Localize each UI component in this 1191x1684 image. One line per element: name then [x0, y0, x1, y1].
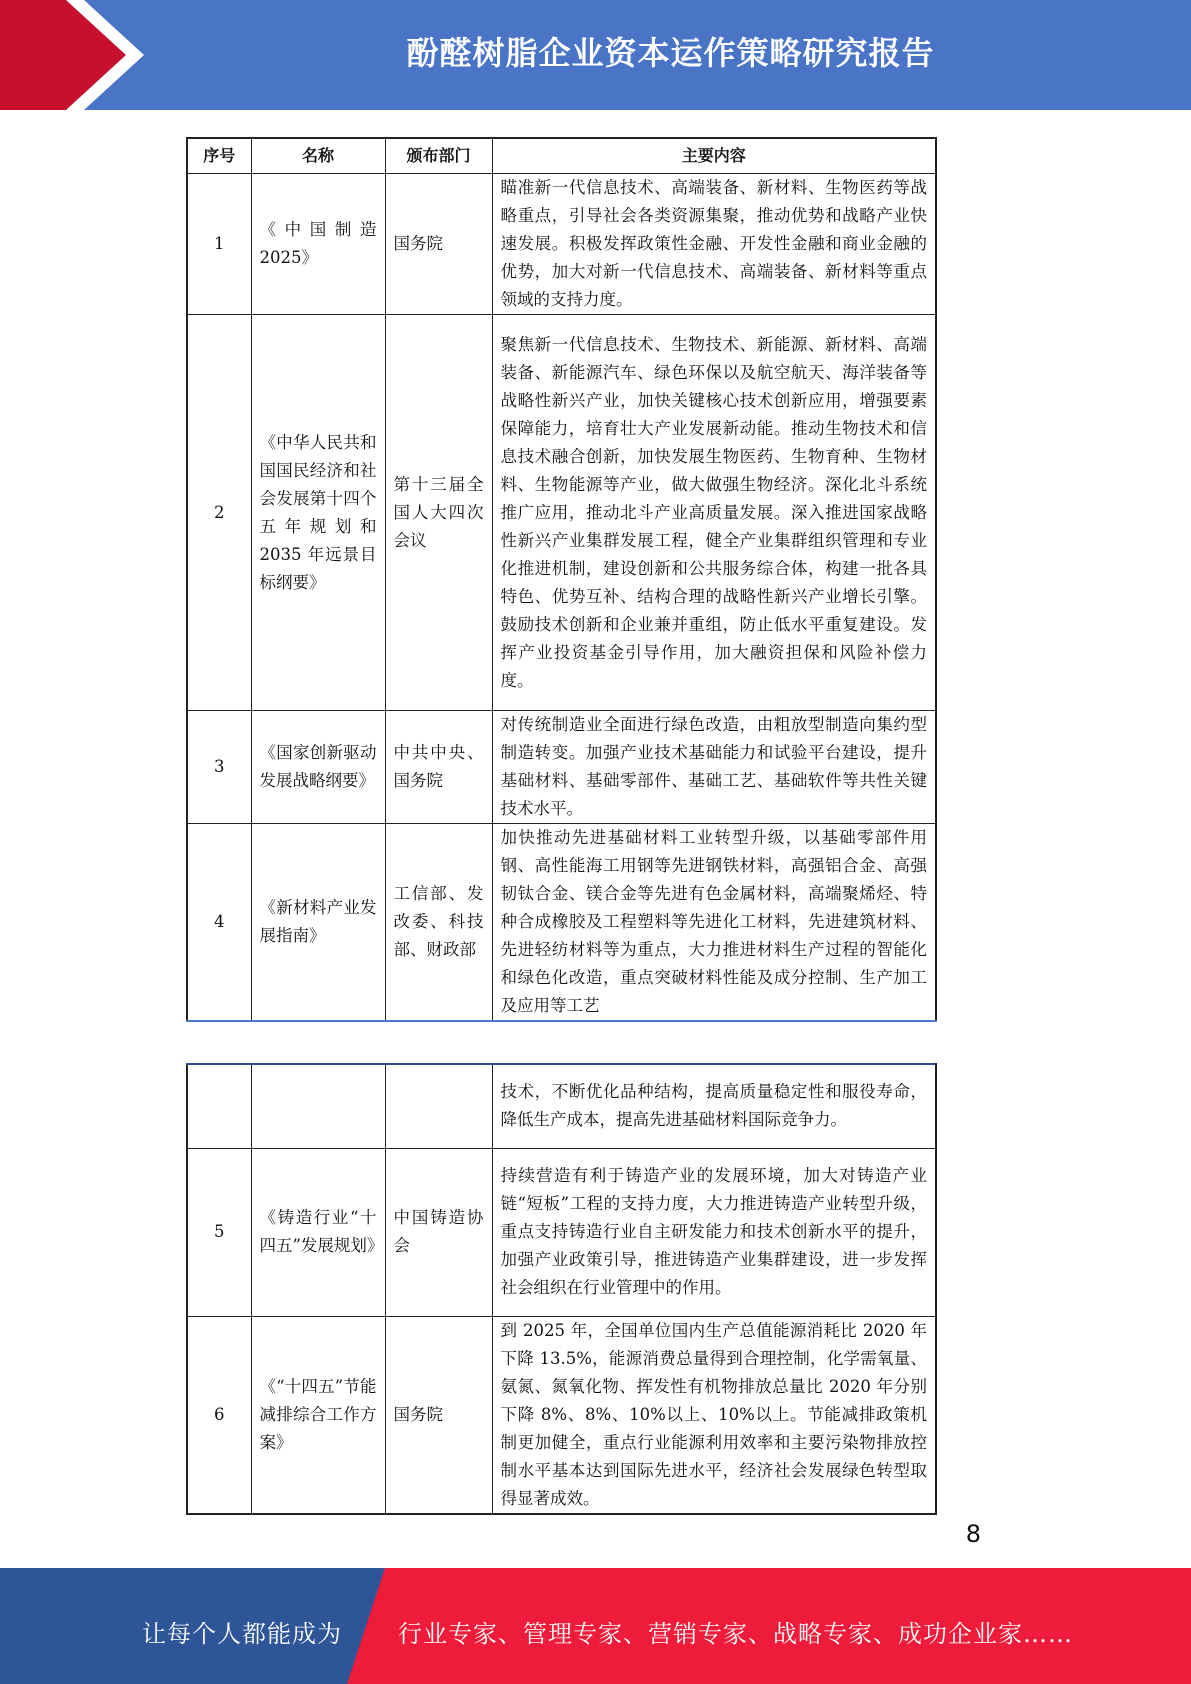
row-content: 持续营造有利于铸造产业的发展环境，加大对铸造产业链“短板”工程的支持力度，大力推进铸造产业转型升级，重点支持铸造行业自主研发能力和技术创新水平的提升，加强产业政策引导，推进铸造产业集群建设，进一步发挥社会组织在行业管理中的作用。	[492, 1148, 936, 1316]
page-number: 8	[965, 1520, 981, 1548]
table-row	[187, 174, 936, 315]
footer-slogan-left: 让每个人都能成为	[142, 1620, 342, 1648]
policy-table-part-1	[186, 137, 937, 1022]
table-row	[187, 315, 936, 711]
header-seq: 序号	[187, 138, 251, 174]
row-name: 《“十四五”节能减排综合工作方案》	[251, 1316, 385, 1514]
page-footer	[0, 1568, 1191, 1684]
table-row	[187, 824, 936, 1022]
row-name	[251, 1064, 385, 1148]
row-dept: 国务院	[385, 1316, 492, 1514]
table-header-row	[187, 138, 936, 174]
row-seq: 5	[187, 1148, 251, 1316]
row-dept	[385, 1064, 492, 1148]
row-dept: 第十三届全国人大四次会议	[385, 315, 492, 711]
row-content: 对传统制造业全面进行绿色改造，由粗放型制造向集约型制造转变。加强产业技术基础能力和试验平台建设，提升基础材料、基础零部件、基础工艺、基础软件等共性关键技术水平。	[492, 711, 936, 824]
header-red-arrow-decoration	[0, 0, 150, 110]
header-content: 主要内容	[492, 138, 936, 174]
row-content: 聚焦新一代信息技术、生物技术、新能源、新材料、高端装备、新能源汽车、绿色环保以及航空航天、海洋装备等战略性新兴产业，加快关键核心技术创新应用，增强要素保障能力，培育壮大产业发展新动能。推动生物技术和信息技术融合创新，加快发展生物医药、生物育种、生物材料、生物能源等产业，做大做强生物经济。深化北斗系统推广应用，推动北斗产业高质量发展。深入推进国家战略性新兴产业集群发展工程，健全产业集群组织管理和专业化推进机制，建设创新和公共服务综合体，构建一批各具特色、优势互补、结构合理的战略性新兴产业增长引擎。鼓励技术创新和企业兼并重组，防止低水平重复建设。发挥产业投资基金引导作用，加大融资担保和风险补偿力度。	[492, 315, 936, 711]
table-row	[187, 1064, 936, 1148]
row-seq: 3	[187, 711, 251, 824]
row-seq: 1	[187, 174, 251, 315]
row-dept: 国务院	[385, 174, 492, 315]
row-dept: 中国铸造协会	[385, 1148, 492, 1316]
row-seq: 2	[187, 315, 251, 711]
report-title: 酚醛树脂企业资本运作策略研究报告	[406, 34, 935, 72]
header-name: 名称	[251, 138, 385, 174]
footer-slogan-right: 行业专家、管理专家、营销专家、战略专家、成功企业家……	[398, 1620, 1073, 1648]
policy-table-part-2	[186, 1063, 937, 1515]
row-name: 《中华人民共和国国民经济和社会发展第十四个五年规划和 2035 年远景目标纲要》	[251, 315, 385, 711]
row-name: 《铸造行业“十四五”发展规划》	[251, 1148, 385, 1316]
row-seq: 4	[187, 824, 251, 1022]
header-dept: 颁布部门	[385, 138, 492, 174]
row-dept: 中共中央、国务院	[385, 711, 492, 824]
table-row	[187, 711, 936, 824]
page-header	[0, 0, 1191, 110]
row-name: 《新材料产业发展指南》	[251, 824, 385, 1022]
row-dept: 工信部、发改委、科技部、财政部	[385, 824, 492, 1022]
row-content: 瞄准新一代信息技术、高端装备、新材料、生物医药等战略重点，引导社会各类资源集聚，推动优势和战略产业快速发展。积极发挥政策性金融、开发性金融和商业金融的优势，加大对新一代信息技术、高端装备、新材料等重点领域的支持力度。	[492, 174, 936, 315]
row-content: 技术，不断优化品种结构，提高质量稳定性和服役寿命，降低生产成本，提高先进基础材料国际竞争力。	[492, 1064, 936, 1148]
row-name: 《中国制造2025》	[251, 174, 385, 315]
row-content: 到 2025 年，全国单位国内生产总值能源消耗比 2020 年下降 13.5%，能源消费总量得到合理控制，化学需氧量、氨氮、氮氧化物、挥发性有机物排放总量比 2020 年分别下降 8%、8%、10%以上、10%以上。节能减排政策机制更加健全，重点行业能源利用效率和主要污染物排放控制水平基本达到国际先进水平，经济社会发展绿色转型取得显著成效。	[492, 1316, 936, 1514]
table-row	[187, 1316, 936, 1514]
row-seq	[187, 1064, 251, 1148]
row-seq: 6	[187, 1316, 251, 1514]
row-content: 加快推动先进基础材料工业转型升级，以基础零部件用钢、高性能海工用钢等先进钢铁材料，高强铝合金、高强韧钛合金、镁合金等先进有色金属材料，高端聚烯烃、特种合成橡胶及工程塑料等先进化工材料，先进建筑材料、先进轻纺材料等为重点，大力推进材料生产过程的智能化和绿色化改造，重点突破材料性能及成分控制、生产加工及应用等工艺	[492, 824, 936, 1022]
row-name: 《国家创新驱动发展战略纲要》	[251, 711, 385, 824]
table-row	[187, 1148, 936, 1316]
